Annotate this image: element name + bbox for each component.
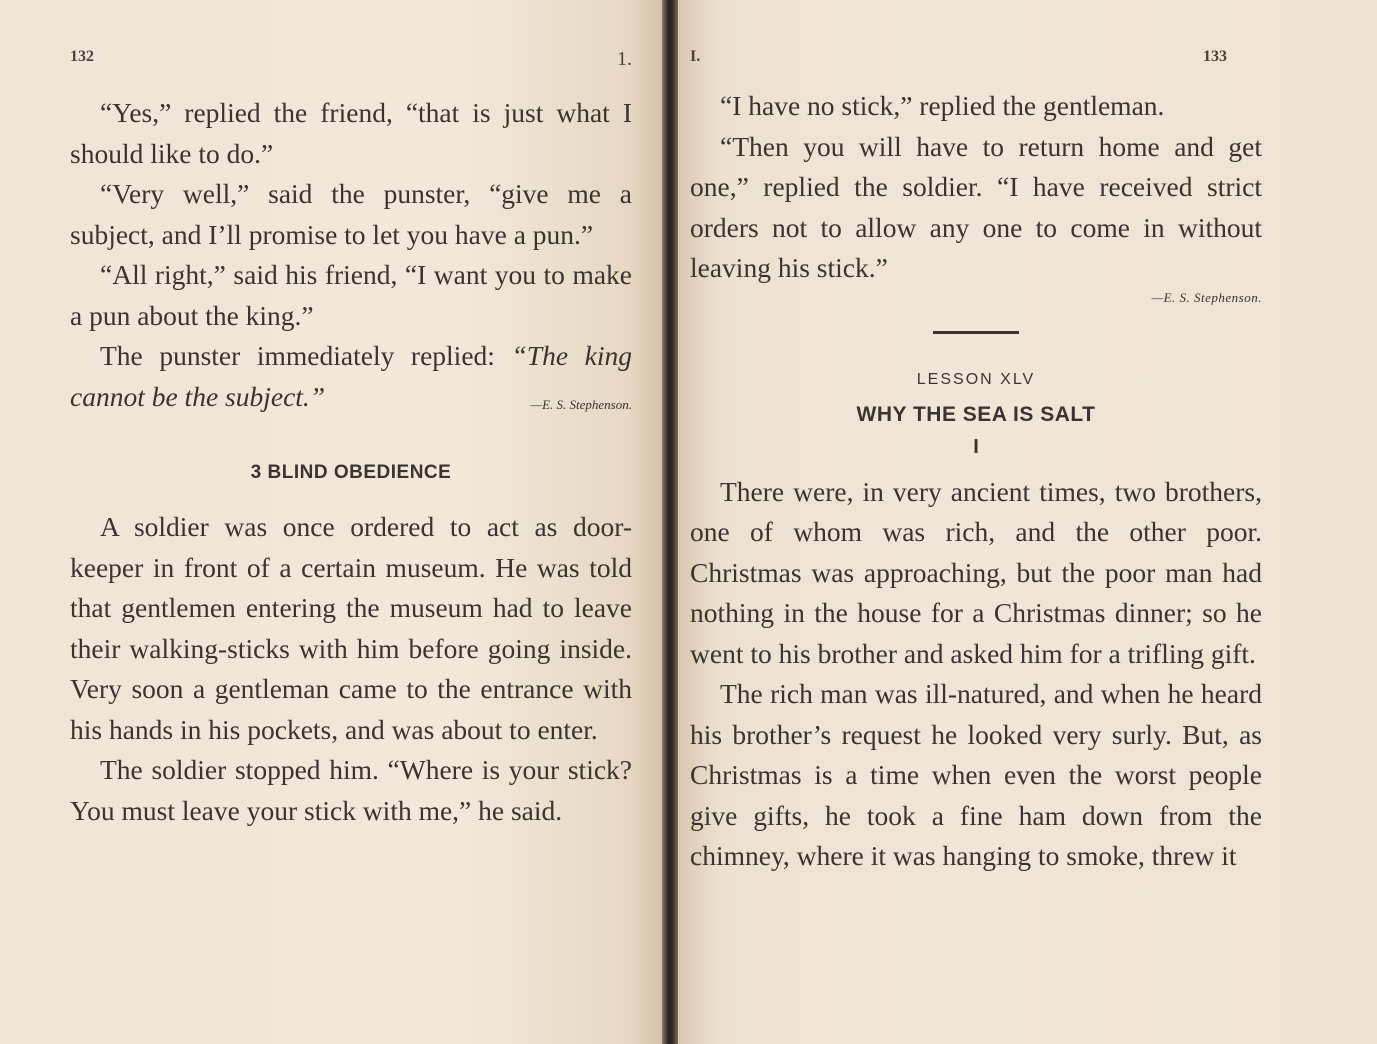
paragraph: “Yes,” replied the friend, “that is just what I should like to do.”	[70, 97, 632, 169]
left-page	[0, 0, 662, 1044]
right-page-number: 133	[1203, 48, 1227, 65]
paragraph: “Then you will have to return home and get one,” replied the soldier. “I have received strict orders not to allow any one to come in without leaving his stick.”	[690, 130, 1262, 283]
punchline-lead: The punster immediately replied:	[100, 340, 512, 371]
paragraph: There were, in very ancient times, two brothers, one of whom was rich, and the other poor. Christmas was approaching, but the poor man had nothing in the house for a Christmas dinner; so he went to his brother and asked him for a trifling gift.	[690, 475, 1262, 669]
attribution: —E. S. Stephenson.	[1151, 289, 1262, 305]
paragraph: “All right,” said his friend, “I want you to make a pun about the king.”	[70, 259, 632, 331]
punchline-quote: “The king cannot be the subject.”	[70, 340, 632, 412]
paragraph: A soldier was once ordered to act as door-keeper in front of a certain museum. He was told that gentlemen entering the museum had to leave their walking-sticks with him before going inside. Very soon a gentleman came to the entrance with his hands in his pockets, and was about to enter.	[70, 511, 632, 745]
lesson-label: LESSON XLV	[916, 370, 1036, 388]
paragraph: The soldier stopped him. “Where is your stick? You must leave your stick with me,” he said.	[70, 754, 632, 826]
right-body-text	[690, 86, 1262, 877]
paragraph: The rich man was ill-natured, and when he heard his brother’s request he looked very surly. But, as Christmas is a time when even the worst people give gifts, he took a fine ham down from the chimney, where it was hanging to smoke, threw it	[690, 678, 1262, 871]
left-page-number: 132	[70, 48, 94, 65]
section-divider-rule	[933, 331, 1019, 334]
punchline-paragraph	[70, 336, 632, 417]
right-signature-mark: I.	[690, 48, 701, 65]
book-gutter	[662, 0, 678, 1044]
lesson-title: WHY THE SEA IS SALT	[856, 402, 1096, 426]
left-body-text	[70, 93, 632, 831]
left-signature-mark: 1.	[617, 48, 632, 70]
part-number: I	[973, 435, 979, 458]
paragraph: “Very well,” said the punster, “give me a subject, and I’ll promise to let you have a pun.”	[70, 178, 632, 250]
right-page	[678, 0, 1377, 1044]
paragraph: “I have no stick,” replied the gentleman.	[720, 90, 1165, 121]
attribution: —E. S. Stephenson.	[530, 396, 632, 412]
section-heading: 3 BLIND OBEDIENCE	[250, 462, 452, 483]
